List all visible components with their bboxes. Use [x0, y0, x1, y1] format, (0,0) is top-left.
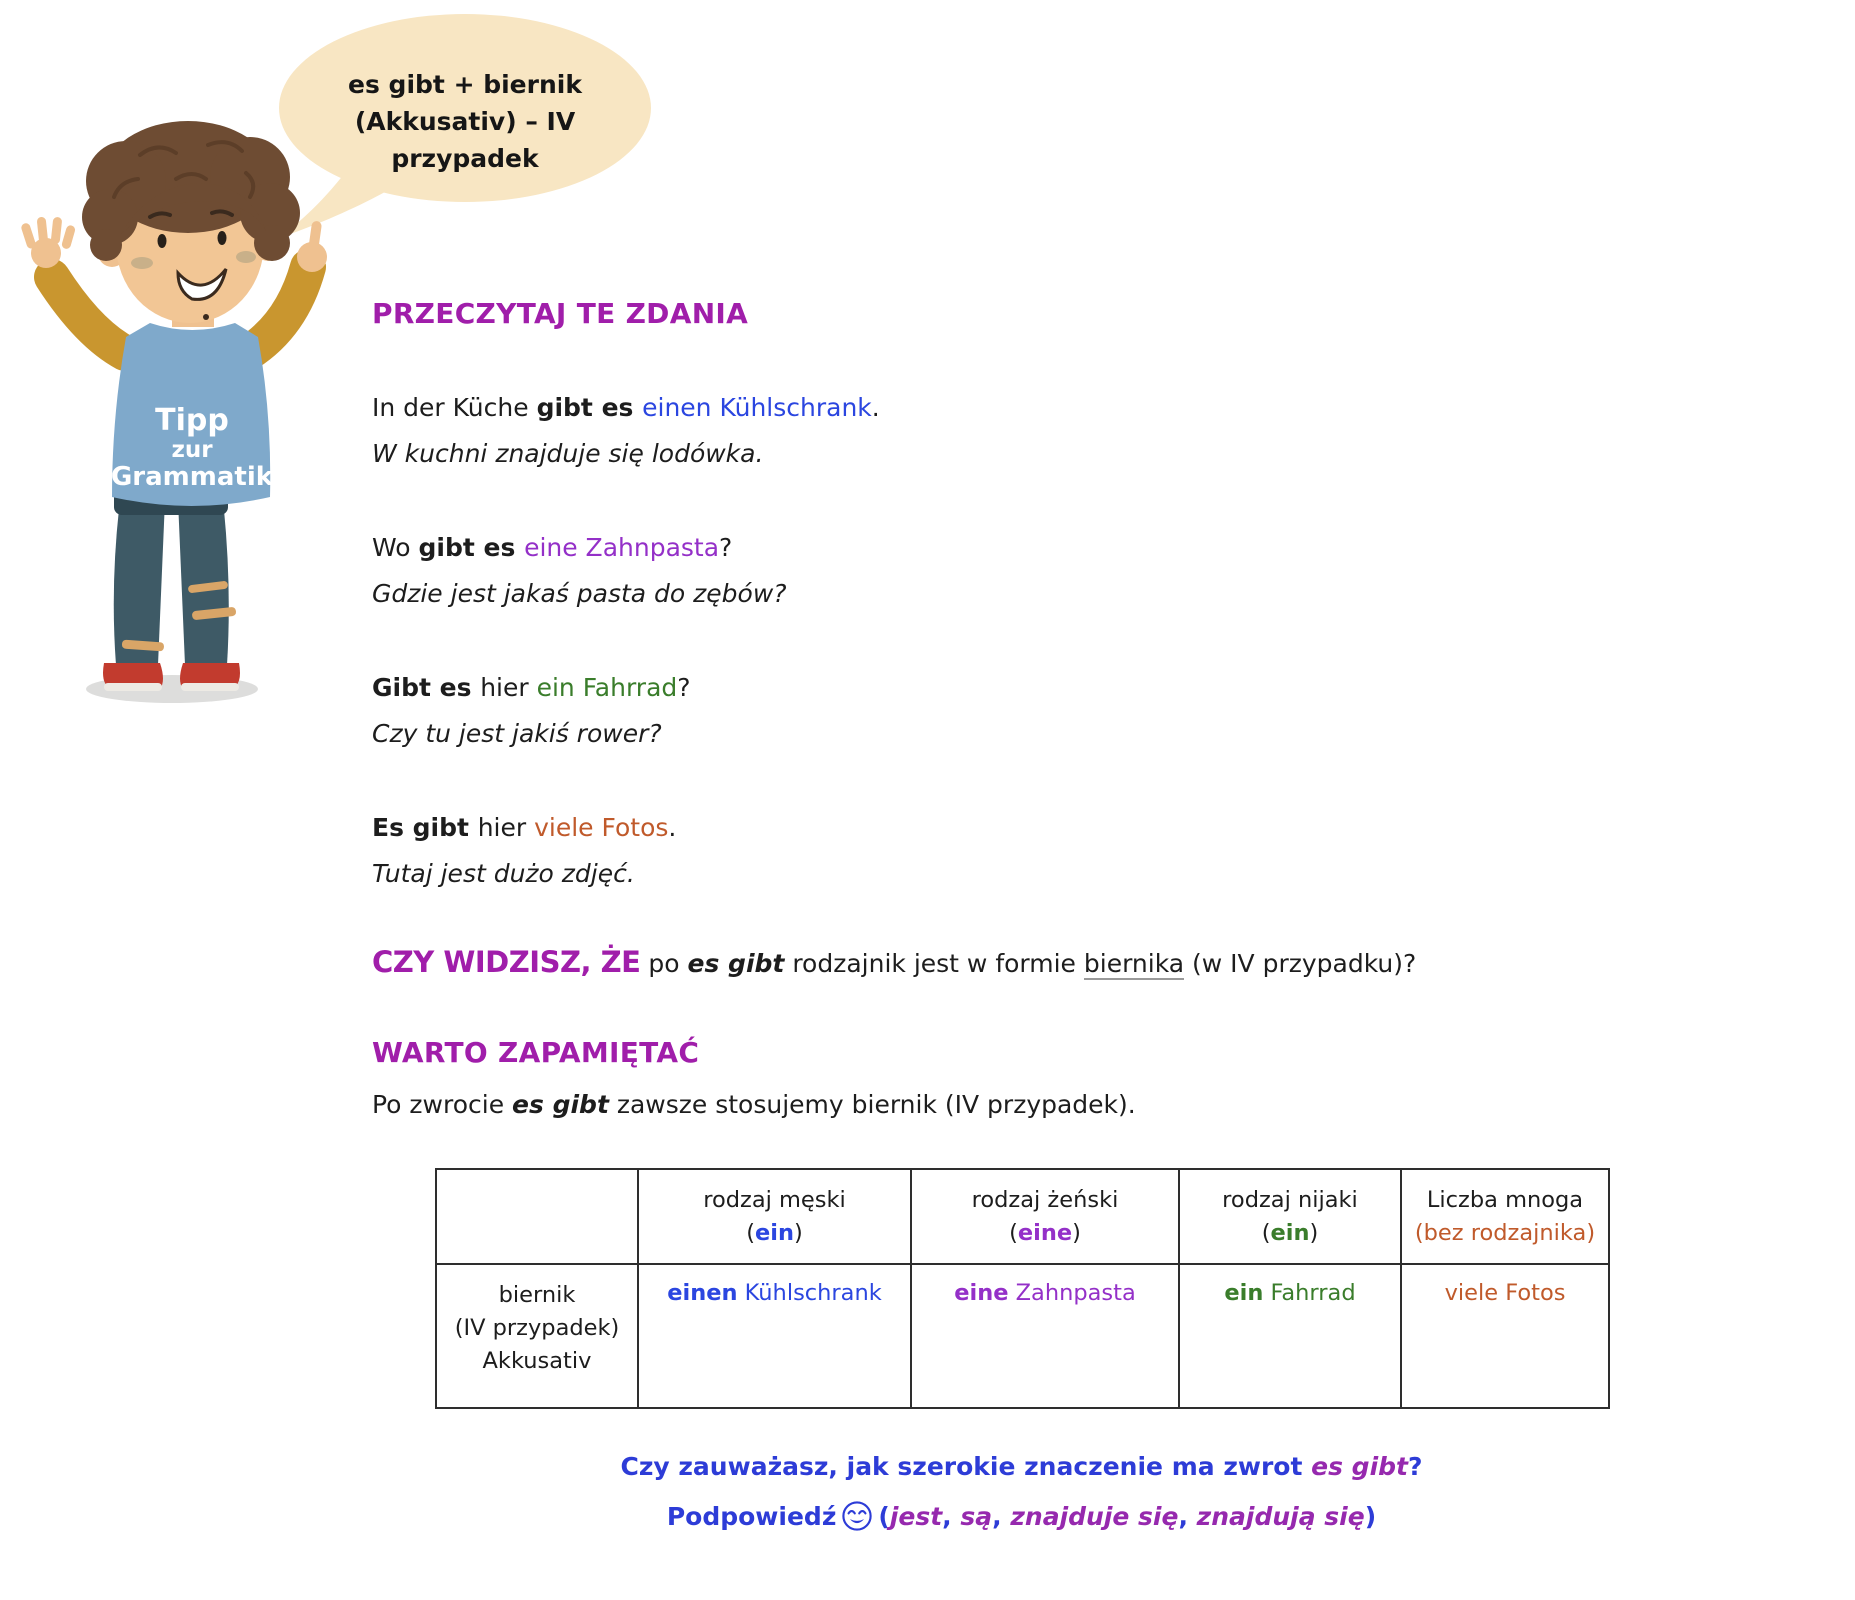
sentence-de-2	[372, 532, 732, 564]
sentence-1-part2: gibt es	[536, 393, 643, 422]
sentence-pl-2: Gdzie jest jakaś pasta do zębów?	[372, 579, 787, 608]
grammar-table	[435, 1168, 1610, 1409]
paren: )	[1364, 1502, 1377, 1531]
header-cell-empty	[436, 1169, 638, 1264]
sentence-de-3	[372, 672, 691, 704]
paren: )	[1072, 1219, 1081, 1246]
paren: (	[1009, 1219, 1018, 1246]
section-heading-remember: WARTO ZAPAMIĘTAĆ	[372, 1036, 700, 1069]
row-label-line2: (IV przypadek)	[454, 1315, 620, 1341]
paren: (	[746, 1219, 755, 1246]
header-cell-plural	[1401, 1169, 1609, 1264]
cell-plural-example	[1401, 1264, 1609, 1408]
paren: )	[1309, 1219, 1319, 1246]
row-label-line3: Akkusativ	[482, 1348, 592, 1374]
sentence-4-part3: viele Fotos	[534, 813, 669, 842]
sentence-4-part1: Es gibt	[372, 813, 478, 842]
sentence-de-1	[372, 392, 880, 424]
jeans	[114, 485, 237, 665]
footer-hint	[435, 1500, 1608, 1534]
sentence-4-part2: hier	[477, 813, 535, 842]
sentence-3-part4: ?	[677, 673, 691, 702]
sentence-2-part4: ?	[719, 533, 733, 562]
cell-masculine-example	[638, 1264, 911, 1408]
neuter-noun: Fahrrad	[1263, 1280, 1356, 1306]
sentence-2-part1: Wo	[372, 533, 419, 562]
see-line-text2: rodzajnik jest w formie	[784, 949, 1084, 978]
see-line	[372, 945, 1416, 981]
sentence-1-part1: In der Küche	[372, 393, 537, 422]
neuter-article: ein	[1224, 1280, 1264, 1306]
cell-feminine-example	[911, 1264, 1179, 1408]
comma: ,	[992, 1502, 1011, 1531]
shirt-text-line2: zur	[171, 437, 213, 463]
sentence-1-part3: einen Kühlschrank	[642, 393, 872, 422]
shirt-text-line3: Grammatik	[110, 462, 274, 492]
see-line-es-gibt: es gibt	[687, 949, 785, 978]
plural-example: viele Fotos	[1444, 1280, 1566, 1306]
see-line-biernika: biernika	[1083, 949, 1185, 978]
header-plural-sub: (bez rodzajnika)	[1414, 1219, 1596, 1246]
section-heading-read: PRZECZYTAJ TE ZDANIA	[372, 297, 749, 330]
row-label-cell	[436, 1264, 638, 1408]
remember-line-text2: zawsze stosujemy biernik (IV przypadek).	[608, 1090, 1136, 1119]
footer-hint-word3: znajduje się	[1010, 1502, 1179, 1531]
boy-illustration	[0, 85, 340, 710]
footer-hint-word2: są	[960, 1502, 993, 1531]
header-masculine-title: rodzaj męski	[703, 1186, 846, 1213]
sentence-3-part2: hier	[480, 673, 537, 702]
header-cell-masculine	[638, 1169, 911, 1264]
masculine-noun: Kühlschrank	[737, 1280, 882, 1306]
header-cell-feminine	[911, 1169, 1179, 1264]
paren: (	[878, 1502, 890, 1531]
footer-hint-word1: jest	[889, 1502, 943, 1531]
sentence-2-part2: gibt es	[418, 533, 525, 562]
header-masculine-article: ein	[755, 1219, 794, 1246]
sentence-3-part3: ein Fahrrad	[536, 673, 678, 702]
sentence-de-4	[372, 812, 676, 844]
footer-question-mark: ?	[1408, 1452, 1423, 1481]
sentence-4-part4: .	[668, 813, 677, 842]
speech-bubble-line2: (Akkusativ) – IV przypadek	[354, 107, 576, 173]
row-label-line1: biernik	[498, 1282, 576, 1308]
comma: ,	[942, 1502, 961, 1531]
feminine-article: eine	[954, 1280, 1009, 1306]
remember-line	[372, 1088, 1136, 1122]
remember-line-text1: Po zwrocie	[372, 1090, 513, 1119]
see-line-text1: po	[640, 949, 688, 978]
sentence-2-part3: eine Zahnpasta	[524, 533, 720, 562]
footer-question-text1: Czy zauważasz, jak szerokie znaczenie ma zwrot	[620, 1452, 1312, 1481]
sentence-3-part1: Gibt es	[372, 673, 481, 702]
remember-line-es-gibt: es gibt	[512, 1090, 609, 1119]
comma: ,	[1178, 1502, 1197, 1531]
paren: )	[794, 1219, 803, 1246]
feminine-noun: Zahnpasta	[1008, 1280, 1136, 1306]
speech-bubble	[295, 66, 635, 177]
speech-bubble-line1: es gibt + biernik	[348, 70, 582, 99]
header-feminine-title: rodzaj żeński	[971, 1186, 1119, 1213]
footer-question-es-gibt: es gibt	[1311, 1452, 1408, 1481]
header-feminine-article: eine	[1017, 1219, 1073, 1246]
header-neuter-title: rodzaj nijaki	[1222, 1186, 1358, 1213]
shirt-text-line1: Tipp	[155, 403, 229, 438]
paren: (	[1261, 1219, 1271, 1246]
table-data-row	[436, 1264, 1609, 1408]
cell-neuter-example	[1179, 1264, 1401, 1408]
masculine-article: einen	[667, 1280, 738, 1306]
sentence-pl-4: Tutaj jest dużo zdjęć.	[372, 859, 635, 888]
header-cell-neuter	[1179, 1169, 1401, 1264]
see-line-text3: (w IV przypadku)?	[1184, 949, 1417, 978]
sentence-pl-1: W kuchni znajduje się lodówka.	[372, 439, 764, 468]
section-heading-see: CZY WIDZISZ, ŻE	[372, 945, 641, 979]
table-header-row	[436, 1169, 1609, 1264]
sentence-pl-3: Czy tu jest jakiś rower?	[372, 719, 662, 748]
footer-hint-label: Podpowiedź	[666, 1502, 837, 1531]
smiley-emoji-icon	[841, 1500, 873, 1532]
footer-question	[435, 1450, 1608, 1484]
footer-hint-word4: znajdują się	[1196, 1502, 1365, 1531]
header-plural-title: Liczba mnoga	[1426, 1186, 1584, 1213]
sentence-1-part4: .	[871, 393, 880, 422]
header-neuter-article: ein	[1270, 1219, 1310, 1246]
